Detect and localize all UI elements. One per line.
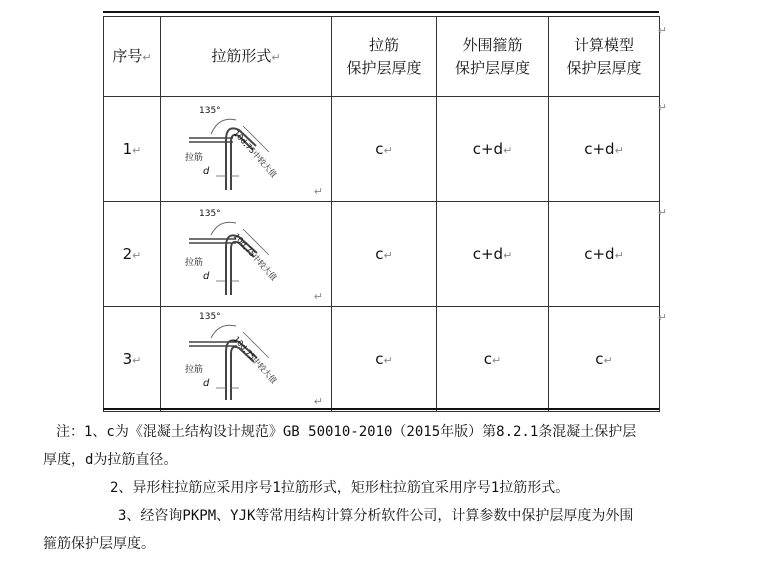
tie-cover-value: c [375,140,384,158]
model-cover-value: c+d [584,140,615,158]
header-cell-tie-cover [332,17,437,97]
paragraph-mark: ↵ [603,354,613,367]
tie-hook-sketch [181,207,323,303]
table-row [104,202,660,307]
paragraph-mark: ↵ [503,144,513,157]
note-1-line-1: 注：1、c为《混凝土结构设计规范》GB 50010-2010（2015年版）第8.2.1条混凝土保护层 [56,424,637,440]
sketch-dim-label: d [203,271,210,282]
row-index-text: 2 [122,245,133,263]
sketch-dim-label: d [203,166,210,177]
note-1-line-2: 厚度，d为拉筋直径。 [43,452,178,468]
sketch-tie-label: 拉筋 [185,153,204,163]
cover-thickness-table [103,16,667,412]
tie-cover-value: c [375,350,384,368]
paragraph-mark: ↵ [657,206,667,219]
tie-hook-sketch [181,102,323,198]
cell-model-cover [549,202,667,307]
tie-cover-value: c [375,245,384,263]
cell-model-cover [549,97,667,202]
sketch-length-label: 10d,75中较大值 [231,128,279,180]
paragraph-mark: ↵ [132,354,142,367]
paragraph-mark: ↵ [313,185,323,198]
header-model-line1: 计算模型 [573,35,634,54]
cover-table [103,11,667,410]
paragraph-mark: ↵ [657,311,667,324]
paragraph-mark: ↵ [657,24,667,37]
cell-index [104,307,161,412]
row-index-text: 3 [122,350,133,368]
header-index-text: 序号 [112,46,143,65]
sketch-angle-label: 135° [199,312,221,322]
table-top-rule [103,11,659,13]
cell-tie-cover [332,97,437,202]
note-3-line-1: 3、经咨询PKPM、YJK等常用结构计算分析软件公司，计算参数中保护层厚度为外围 [118,508,634,524]
paragraph-mark: ↵ [503,249,513,262]
paragraph-mark: ↵ [383,249,393,262]
table-header-row [104,17,660,97]
cell-sketch [161,307,332,412]
header-cell-index [104,17,161,97]
paragraph-mark: ↵ [313,395,323,408]
paragraph-mark: ↵ [313,290,323,303]
cell-index [104,97,161,202]
sketch-angle-label: 135° [199,209,221,219]
table-bottom-rule [103,408,659,410]
paragraph-mark: ↵ [142,50,152,64]
cell-stirrup-cover [437,202,549,307]
paragraph-mark: ↵ [383,354,393,367]
header-cell-model-cover [549,17,667,97]
note-2: 2、异形柱拉筋应采用序号1拉筋形式，矩形柱拉筋宜采用序号1拉筋形式。 [110,480,570,496]
cell-stirrup-cover [437,307,549,412]
paragraph-mark: ↵ [492,354,502,367]
sketch-tie-label: 拉筋 [185,258,204,268]
paragraph-mark: ↵ [132,144,142,157]
header-model-line2: 保护层厚度 [566,58,642,77]
sketch-tie-label: 拉筋 [185,365,204,375]
cell-sketch [161,97,332,202]
tie-hook-sketch [181,312,323,408]
table-row [104,307,660,412]
cell-index [104,202,161,307]
table-notes [0,418,775,558]
cell-stirrup-cover [437,97,549,202]
stirrup-cover-value: c+d [472,140,504,158]
table-row [104,97,660,202]
cell-tie-cover [332,307,437,412]
paragraph-mark: ↵ [657,101,667,114]
paragraph-mark: ↵ [383,144,393,157]
header-form-text: 拉筋形式 [211,46,272,65]
paragraph-mark: ↵ [132,249,142,262]
header-tie-line1: 拉筋 [368,35,399,54]
header-cell-stirrup-cover [437,17,549,97]
model-cover-value: c+d [584,245,615,263]
sketch-length-label: 10d,75中较大值 [231,334,279,386]
stirrup-cover-value: c+d [472,245,504,263]
header-stirrup-line2: 保护层厚度 [454,58,530,77]
sketch-dim-label: d [203,378,210,389]
header-cell-form [161,17,332,97]
sketch-angle-label: 135° [199,106,221,116]
cell-sketch [161,202,332,307]
header-tie-line2: 保护层厚度 [346,58,422,77]
stirrup-cover-value: c [483,350,493,368]
cell-model-cover [549,307,667,412]
sketch-length-label: 10d,75中较大值 [231,231,279,283]
header-stirrup-line1: 外围箍筋 [462,35,523,54]
note-3-line-2: 箍筋保护层厚度。 [43,536,155,552]
paragraph-mark: ↵ [614,144,624,157]
paragraph-mark: ↵ [614,249,624,262]
cell-tie-cover [332,202,437,307]
row-index-text: 1 [122,140,133,158]
model-cover-value: c [595,350,604,368]
paragraph-mark: ↵ [271,50,281,64]
